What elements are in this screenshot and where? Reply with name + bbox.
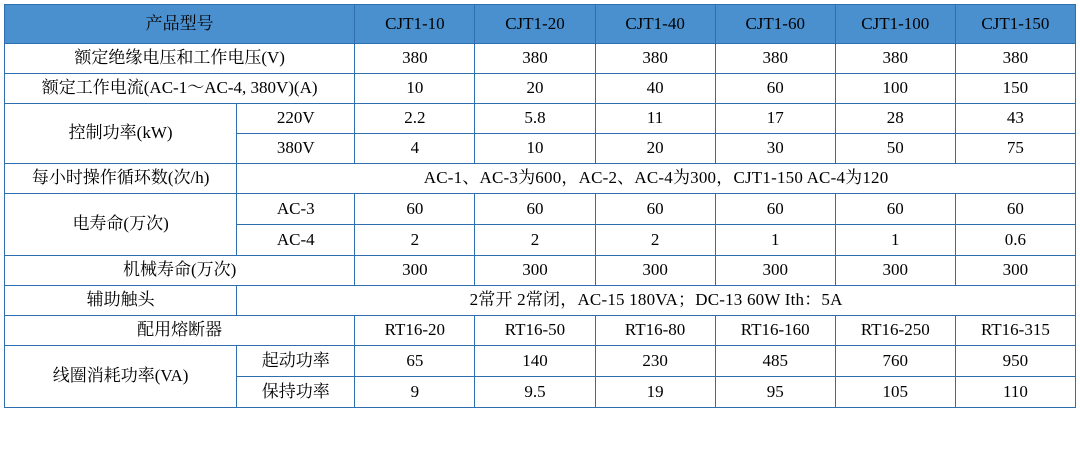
cell-value: 230 bbox=[595, 346, 715, 377]
cell-value: 5.8 bbox=[475, 104, 595, 134]
cell-value: 65 bbox=[355, 346, 475, 377]
cell-value: 380 bbox=[355, 44, 475, 74]
sub-label-380v: 380V bbox=[237, 134, 355, 164]
cell-value: 2 bbox=[355, 225, 475, 256]
cell-value: 20 bbox=[475, 74, 595, 104]
cell-value: 300 bbox=[595, 256, 715, 286]
row-label-electrical-life: 电寿命(万次) bbox=[5, 194, 237, 256]
cell-auxiliary-contacts-note: 2常开 2常闭，AC-15 180VA；DC-13 60W Ith：5A bbox=[237, 286, 1076, 316]
cell-value: 110 bbox=[955, 377, 1075, 408]
header-model-6: CJT1-150 bbox=[955, 5, 1075, 44]
table-row bbox=[5, 74, 1076, 104]
header-model-1: CJT1-10 bbox=[355, 5, 475, 44]
cell-value: 60 bbox=[595, 194, 715, 225]
cell-value: RT16-50 bbox=[475, 316, 595, 346]
header-model-3: CJT1-40 bbox=[595, 5, 715, 44]
cell-value: RT16-20 bbox=[355, 316, 475, 346]
cell-value: 950 bbox=[955, 346, 1075, 377]
table-row bbox=[5, 286, 1076, 316]
cell-value: 380 bbox=[955, 44, 1075, 74]
cell-value: 2 bbox=[475, 225, 595, 256]
cell-value: 60 bbox=[715, 194, 835, 225]
cell-value: 50 bbox=[835, 134, 955, 164]
table-row bbox=[5, 164, 1076, 194]
cell-value: 43 bbox=[955, 104, 1075, 134]
sub-label-220v: 220V bbox=[237, 104, 355, 134]
cell-value: 760 bbox=[835, 346, 955, 377]
cell-value: RT16-250 bbox=[835, 316, 955, 346]
cell-value: 75 bbox=[955, 134, 1075, 164]
cell-value: 150 bbox=[955, 74, 1075, 104]
cell-value: 60 bbox=[835, 194, 955, 225]
cell-value: 11 bbox=[595, 104, 715, 134]
cell-value: 10 bbox=[475, 134, 595, 164]
sub-label-start-power: 起动功率 bbox=[237, 346, 355, 377]
cell-value: 60 bbox=[955, 194, 1075, 225]
row-label-rated-insulation-voltage: 额定绝缘电压和工作电压(V) bbox=[5, 44, 355, 74]
cell-value: RT16-80 bbox=[595, 316, 715, 346]
sub-label-hold-power: 保持功率 bbox=[237, 377, 355, 408]
cell-value: 300 bbox=[955, 256, 1075, 286]
cell-value: 105 bbox=[835, 377, 955, 408]
cell-value: 1 bbox=[715, 225, 835, 256]
cell-value: 30 bbox=[715, 134, 835, 164]
cell-value: RT16-315 bbox=[955, 316, 1075, 346]
cell-value: 10 bbox=[355, 74, 475, 104]
row-label-coil-power: 线圈消耗功率(VA) bbox=[5, 346, 237, 408]
table-row bbox=[5, 44, 1076, 74]
cell-value: 60 bbox=[715, 74, 835, 104]
table-row bbox=[5, 346, 1076, 377]
cell-value: 20 bbox=[595, 134, 715, 164]
row-label-control-power: 控制功率(kW) bbox=[5, 104, 237, 164]
cell-value: 380 bbox=[835, 44, 955, 74]
cell-value: 4 bbox=[355, 134, 475, 164]
cell-value: 19 bbox=[595, 377, 715, 408]
row-label-mechanical-life: 机械寿命(万次) bbox=[5, 256, 355, 286]
row-label-rated-working-current: 额定工作电流(AC-1～AC-4, 380V)(A) bbox=[5, 74, 355, 104]
header-product-model: 产品型号 bbox=[5, 5, 355, 44]
table-row bbox=[5, 194, 1076, 225]
header-model-2: CJT1-20 bbox=[475, 5, 595, 44]
table-row bbox=[5, 316, 1076, 346]
cell-value: 140 bbox=[475, 346, 595, 377]
cell-value: 0.6 bbox=[955, 225, 1075, 256]
cell-value: 300 bbox=[475, 256, 595, 286]
cell-value: 100 bbox=[835, 74, 955, 104]
cell-value: 300 bbox=[715, 256, 835, 286]
row-label-auxiliary-contacts: 辅助触头 bbox=[5, 286, 237, 316]
cell-value: 95 bbox=[715, 377, 835, 408]
cell-value: 300 bbox=[355, 256, 475, 286]
cell-value: 9.5 bbox=[475, 377, 595, 408]
sub-label-ac3: AC-3 bbox=[237, 194, 355, 225]
table-row bbox=[5, 104, 1076, 134]
cell-value: 380 bbox=[715, 44, 835, 74]
cell-operating-cycles-note: AC-1、AC-3为600，AC-2、AC-4为300，CJT1-150 AC-4为120 bbox=[237, 164, 1076, 194]
cell-value: 1 bbox=[835, 225, 955, 256]
header-model-4: CJT1-60 bbox=[715, 5, 835, 44]
table-header-row bbox=[5, 5, 1076, 44]
specification-table bbox=[4, 4, 1076, 408]
cell-value: 2 bbox=[595, 225, 715, 256]
cell-value: 380 bbox=[595, 44, 715, 74]
cell-value: 2.2 bbox=[355, 104, 475, 134]
cell-value: 380 bbox=[475, 44, 595, 74]
cell-value: 60 bbox=[475, 194, 595, 225]
cell-value: 9 bbox=[355, 377, 475, 408]
header-model-5: CJT1-100 bbox=[835, 5, 955, 44]
cell-value: 60 bbox=[355, 194, 475, 225]
table-row bbox=[5, 256, 1076, 286]
sub-label-ac4: AC-4 bbox=[237, 225, 355, 256]
cell-value: RT16-160 bbox=[715, 316, 835, 346]
cell-value: 28 bbox=[835, 104, 955, 134]
cell-value: 485 bbox=[715, 346, 835, 377]
row-label-operating-cycles: 每小时操作循环数(次/h) bbox=[5, 164, 237, 194]
cell-value: 40 bbox=[595, 74, 715, 104]
row-label-fuse: 配用熔断器 bbox=[5, 316, 355, 346]
cell-value: 300 bbox=[835, 256, 955, 286]
cell-value: 17 bbox=[715, 104, 835, 134]
